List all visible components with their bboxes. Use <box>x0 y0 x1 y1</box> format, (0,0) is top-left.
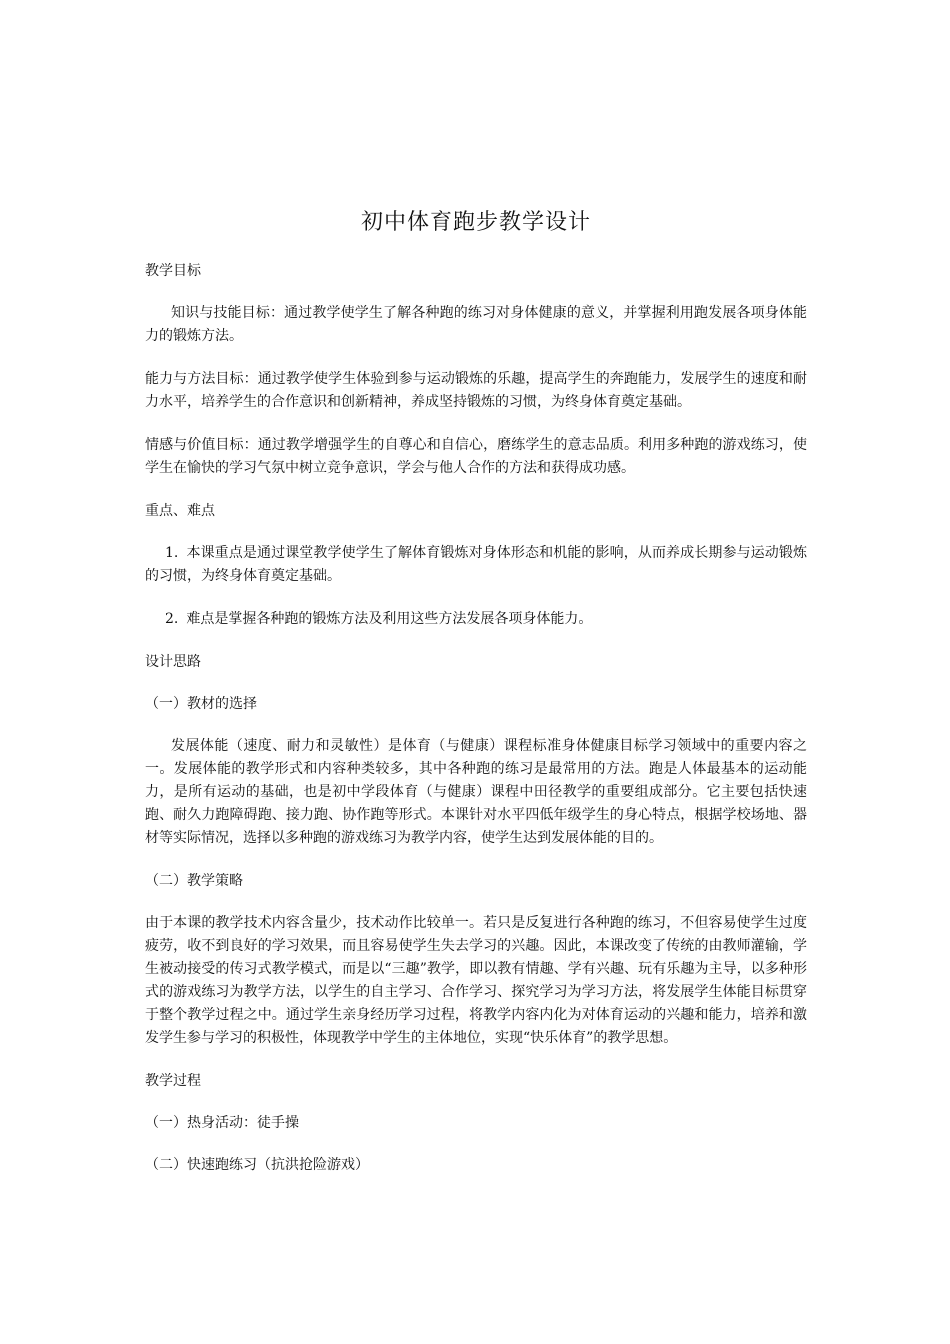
paragraph-ability-goal: 能力与方法目标：通过教学使学生体验到参与运动锻炼的乐趣，提高学生的奔跑能力，发展学生的速度和耐力水平，培养学生的合作意识和创新精神，养成坚持锻炼的习惯，为终身体育奠定基础。 <box>145 371 807 410</box>
list-item-number: 1. <box>165 545 179 561</box>
list-item-text: 本课重点是通过课堂教学使学生了解体育锻炼对身体形态和机能的影响，从而养成长期参与运动锻炼的习惯，为终身体育奠定基础。 <box>145 545 807 584</box>
subheading-sprint: （二）快速跑练习（抗洪抢险游戏） <box>145 1157 369 1173</box>
list-item-text: 难点是掌握各种跑的锻炼方法及利用这些方法发展各项身体能力。 <box>186 611 593 627</box>
paragraph-knowledge-goal: 知识与技能目标：通过教学使学生了解各种跑的练习对身体健康的意义，并掌握利用跑发展各项身体能力的锻炼方法。 <box>145 305 807 344</box>
list-item <box>145 542 807 588</box>
list-item <box>145 608 807 631</box>
section-heading-process: 教学过程 <box>145 1073 201 1089</box>
paragraph-strategy: 由于本课的教学技术内容含量少，技术动作比较单一。若只是反复进行各种跑的练习，不但容易使学生过度疲劳，收不到良好的学习效果，而且容易使学生失去学习的兴趣。因此，本课改变了传统的由教师灌输，学生被动接受的传习式教学模式，而是以“三趣”教学，即以教有情趣、学有兴趣、玩有乐趣为主导，以多种形式的游戏练习为教学方法，以学生的自主学习、合作学习、探究学习为学习方法，将发展学生体能目标贯穿于整个教学过程之中。通过学生亲身经历学习过程，将教学内容内化为对体育运动的兴趣和能力，培养和激发学生参与学习的积极性，体现教学中学生的主体地位，实现“快乐体育”的教学思想。 <box>145 915 807 1046</box>
section-heading-design: 设计思路 <box>145 654 201 670</box>
section-heading-goals: 教学目标 <box>145 263 201 279</box>
paragraph-emotion-goal: 情感与价值目标：通过教学增强学生的自尊心和自信心，磨练学生的意志品质。利用多种跑的游戏练习，使学生在愉快的学习气氛中树立竞争意识，学会与他人合作的方法和获得成功感。 <box>145 437 807 476</box>
document-title: 初中体育跑步教学设计 <box>360 210 591 235</box>
subheading-materials: （一）教材的选择 <box>145 696 257 712</box>
subheading-warmup: （一）热身活动：徒手操 <box>145 1115 299 1131</box>
paragraph-materials: 发展体能（速度、耐力和灵敏性）是体育（与健康）课程标准身体健康目标学习领域中的重要内容之一。发展体能的教学形式和内容种类较多，其中各种跑的练习是最常用的方法。跑是人体最基本的运动能力，是所有运动的基础，也是初中学段体育（与健康）课程中田径教学的重要组成部分。它主要包括快速跑、耐久力跑障碍跑、接力跑、协作跑等形式。本课针对水平四低年级学生的身心特点，根据学校场地、器材等实际情况，选择以多种跑的游戏练习为教学内容，使学生达到发展体能的目的。 <box>145 738 807 846</box>
section-heading-key-points: 重点、难点 <box>145 503 215 519</box>
subheading-strategy: （二）教学策略 <box>145 873 243 889</box>
list-item-number: 2. <box>165 611 179 627</box>
key-points-list <box>145 542 807 631</box>
document-page <box>145 208 807 1196</box>
